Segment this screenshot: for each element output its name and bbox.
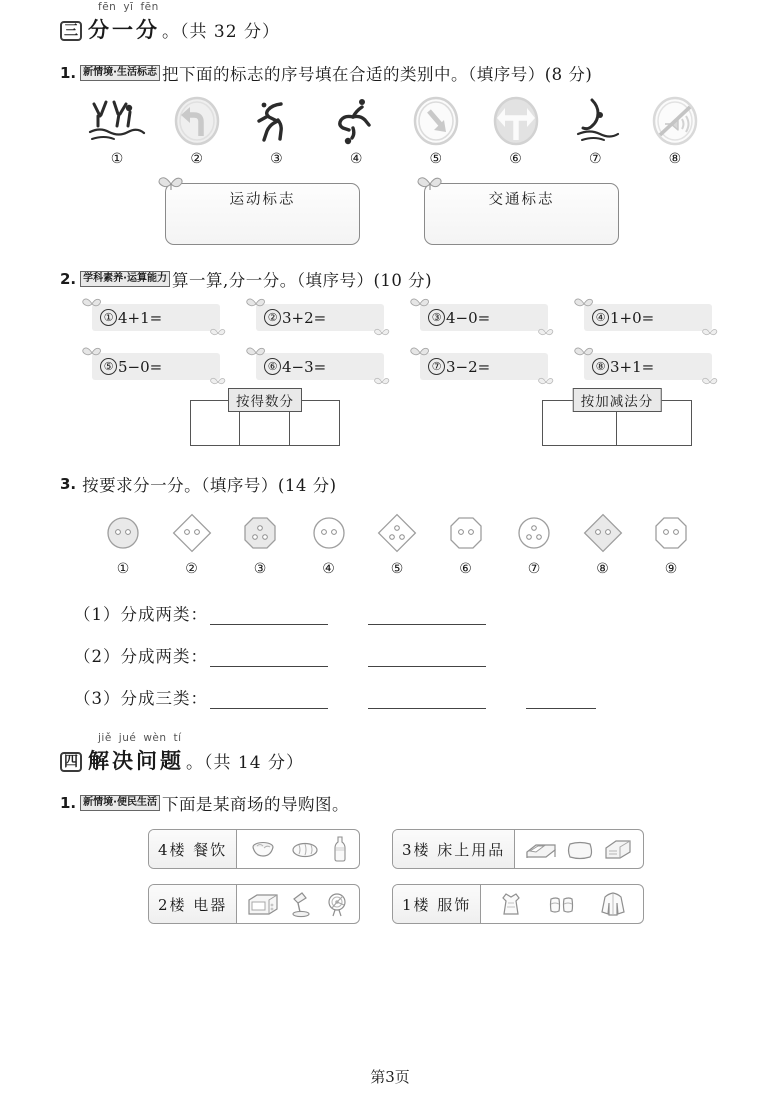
butterfly-icon xyxy=(210,326,226,339)
question-4-prompt xyxy=(60,791,720,815)
calc-item[interactable] xyxy=(420,304,548,331)
sign-item-8[interactable] xyxy=(640,95,710,167)
section-heading-three xyxy=(60,0,720,44)
floor-row-1[interactable] xyxy=(392,884,644,924)
question-number: 3. xyxy=(60,475,77,493)
sign-item-6[interactable] xyxy=(481,95,551,167)
diamond-button-icon xyxy=(161,508,223,558)
button-shape-4[interactable] xyxy=(298,508,360,577)
answer-blank[interactable] xyxy=(368,608,486,625)
button-label-8: ⑧ xyxy=(596,561,609,577)
floor-row-3[interactable] xyxy=(392,829,644,869)
shot-put-sign-icon xyxy=(241,95,311,147)
answer-blank[interactable] xyxy=(368,692,486,709)
button-label-1: ① xyxy=(116,561,130,577)
calc-index: ② xyxy=(264,309,281,326)
blank-line-2 xyxy=(74,643,720,667)
blank-line-3 xyxy=(74,685,720,709)
button-shape-row xyxy=(92,508,702,577)
floor-icons xyxy=(481,885,643,923)
sign-item-3[interactable] xyxy=(241,95,311,167)
sign-label-7: ⑦ xyxy=(588,151,602,167)
section-heading-four xyxy=(60,731,720,775)
calc-index: ④ xyxy=(592,309,609,326)
sign-label-8: ⑧ xyxy=(668,151,682,167)
classify-table-label: 按加减法分 xyxy=(573,388,662,412)
diving-sign-icon xyxy=(560,95,630,147)
sign-label-1: ① xyxy=(110,151,124,167)
button-shape-3[interactable] xyxy=(229,508,291,577)
two-way-traffic-sign-icon xyxy=(481,95,551,147)
dress-icon xyxy=(497,890,525,918)
button-label-9: ⑨ xyxy=(664,561,678,577)
blank-lead: （1）分成两类： xyxy=(74,605,208,624)
pinyin-syllable: fēn xyxy=(140,1,159,13)
question-number: 2. xyxy=(60,270,77,288)
category-box-sports[interactable] xyxy=(165,183,360,245)
floor-row-4[interactable] xyxy=(148,829,360,869)
mall-directory xyxy=(60,829,720,937)
calc-index: ① xyxy=(100,309,117,326)
question-1-prompt xyxy=(60,61,720,85)
shoes-icon xyxy=(547,891,577,917)
calc-item[interactable] xyxy=(256,304,384,331)
button-shape-5[interactable] xyxy=(366,508,428,577)
question-2-prompt xyxy=(60,267,720,291)
blank-lead: （2）分成两类： xyxy=(74,647,208,666)
floor-name: 2楼 电器 xyxy=(149,885,237,923)
butterfly-icon xyxy=(538,375,554,388)
calc-item[interactable] xyxy=(584,304,712,331)
button-label-7: ⑦ xyxy=(527,561,541,577)
section-number-badge: 三 xyxy=(60,21,82,41)
desk-lamp-icon xyxy=(288,890,314,918)
answer-blank[interactable] xyxy=(526,692,596,709)
section-title: 解决问题 xyxy=(88,748,184,773)
arrow-down-right-sign-icon xyxy=(401,95,471,147)
answer-blank[interactable] xyxy=(210,692,328,709)
category-box-row xyxy=(165,183,720,245)
button-shape-8[interactable] xyxy=(572,508,634,577)
butterfly-icon xyxy=(702,375,718,388)
diamond-button-icon xyxy=(572,508,634,558)
sign-label-3: ③ xyxy=(270,151,283,167)
microwave-icon xyxy=(246,891,280,917)
calc-expression: 3+1= xyxy=(610,357,655,376)
floor-icons xyxy=(237,885,359,923)
page-footer: 第3页 xyxy=(370,1068,410,1086)
pinyin-syllable: fēn xyxy=(98,1,117,13)
pinyin-syllable: jué xyxy=(118,732,137,744)
calc-item[interactable] xyxy=(420,353,548,380)
butterfly-icon xyxy=(538,326,554,339)
calc-item[interactable] xyxy=(92,353,220,380)
question-text: 算一算,分一分。（填序号）(10 分) xyxy=(171,271,433,290)
butterfly-icon xyxy=(702,326,718,339)
section-title: 分一分 xyxy=(88,17,160,42)
question-text: 按要求分一分。（填序号）(14 分) xyxy=(82,476,337,495)
floor-name: 1楼 服饰 xyxy=(393,885,481,923)
noodle-bowl-icon xyxy=(248,836,278,862)
circle-button-icon xyxy=(92,508,154,558)
button-shape-2[interactable] xyxy=(161,508,223,577)
bottle-icon xyxy=(332,835,348,863)
calc-expression: 3+2= xyxy=(282,308,327,327)
floor-icons xyxy=(237,830,359,868)
octagon-button-icon xyxy=(229,508,291,558)
butterfly-icon xyxy=(82,295,102,311)
section-points: 。（共 14 分） xyxy=(186,753,304,773)
calc-expression: 5−0= xyxy=(118,357,163,376)
pinyin-syllable: yī xyxy=(123,1,134,13)
calc-expression: 4−3= xyxy=(282,357,327,376)
calc-expression: 3−2= xyxy=(446,357,491,376)
bread-icon xyxy=(290,836,320,862)
octagon-button-icon xyxy=(435,508,497,558)
section-four-pinyin xyxy=(98,731,720,745)
button-shape-9[interactable] xyxy=(640,508,702,577)
pinyin-syllable: wèn xyxy=(143,732,167,744)
button-label-4: ④ xyxy=(322,561,335,577)
question-tag: 新情境·生活标志 xyxy=(80,65,160,82)
sign-label-2: ② xyxy=(190,151,203,167)
sign-item-5[interactable] xyxy=(401,95,471,167)
butterfly-icon xyxy=(574,344,594,360)
button-shape-1[interactable] xyxy=(92,508,154,577)
sign-item-7[interactable] xyxy=(560,95,630,167)
sign-label-5: ⑤ xyxy=(429,151,443,167)
calc-index: ⑤ xyxy=(100,358,117,375)
sign-label-4: ④ xyxy=(349,151,363,167)
sign-label-6: ⑥ xyxy=(509,151,522,167)
blank-line-1 xyxy=(74,601,720,625)
sign-icon-row xyxy=(82,95,710,167)
question-tag: 学科素养·运算能力 xyxy=(80,271,170,288)
floor-name: 4楼 餐饮 xyxy=(149,830,237,868)
floor-icons xyxy=(515,830,643,868)
sign-item-1[interactable] xyxy=(82,95,152,167)
blank-lead: （3）分成三类： xyxy=(74,689,208,708)
butterfly-icon xyxy=(410,344,430,360)
calc-item[interactable] xyxy=(584,353,712,380)
pinyin-syllable: jiě xyxy=(98,732,112,744)
question-text: 下面是某商场的导购图。 xyxy=(161,795,349,814)
butterfly-icon xyxy=(210,375,226,388)
calc-expression: 4−0= xyxy=(446,308,491,327)
calc-index: ③ xyxy=(428,309,445,326)
calc-row-top xyxy=(92,304,712,331)
mattress-icon xyxy=(602,836,634,862)
soccer-sign-icon xyxy=(321,95,391,147)
butterfly-icon xyxy=(82,344,102,360)
category-label: 运动标志 xyxy=(229,192,296,208)
butterfly-icon xyxy=(374,326,390,339)
category-box-traffic[interactable] xyxy=(424,183,619,245)
question-3-prompt xyxy=(60,472,720,496)
button-shape-6[interactable] xyxy=(435,508,497,577)
calc-item[interactable] xyxy=(256,353,384,380)
section-number-badge: 四 xyxy=(60,752,82,772)
pinyin-syllable: tí xyxy=(173,732,182,744)
no-horn-sign-icon xyxy=(640,95,710,147)
diamond-button-icon xyxy=(366,508,428,558)
calc-index: ⑥ xyxy=(264,358,281,375)
classify-table-by-operation[interactable] xyxy=(542,394,692,446)
button-label-3: ③ xyxy=(253,561,267,577)
button-label-5: ⑤ xyxy=(390,561,404,577)
butterfly-icon xyxy=(246,295,266,311)
classify-table-label: 按得数分 xyxy=(228,388,302,412)
octagon-button-icon xyxy=(640,508,702,558)
fan-icon xyxy=(322,890,350,918)
floor-row-2[interactable] xyxy=(148,884,360,924)
question-text: 把下面的标志的序号填在合适的类别中。（填序号）(8 分) xyxy=(161,65,593,84)
sign-item-4[interactable] xyxy=(321,95,391,167)
question-tag: 新情境·便民生活 xyxy=(80,795,160,812)
question-number: 1. xyxy=(60,794,77,812)
calc-index: ⑦ xyxy=(428,358,445,375)
button-label-6: ⑥ xyxy=(459,561,472,577)
button-label-2: ② xyxy=(185,561,198,577)
category-label: 交通标志 xyxy=(488,192,555,208)
butterfly-icon xyxy=(374,375,390,388)
coat-icon xyxy=(599,890,627,918)
calc-row-bottom xyxy=(92,353,712,380)
butterfly-icon xyxy=(246,344,266,360)
calc-item[interactable] xyxy=(92,304,220,331)
bed-icon xyxy=(524,836,558,862)
section-three-pinyin xyxy=(98,0,720,14)
calc-expression: 4+1= xyxy=(118,308,163,327)
pillow-icon xyxy=(565,836,595,862)
floor-name: 3楼 床上用品 xyxy=(393,830,515,868)
sign-item-2[interactable] xyxy=(162,95,232,167)
calc-expression: 1+0= xyxy=(610,308,655,327)
circle-button-icon xyxy=(503,508,565,558)
classify-table-by-result[interactable] xyxy=(190,394,340,446)
classify-table-row xyxy=(190,394,692,446)
answer-blank[interactable] xyxy=(368,650,486,667)
butterfly-icon xyxy=(574,295,594,311)
calc-index: ⑧ xyxy=(592,358,609,375)
answer-blank[interactable] xyxy=(210,608,328,625)
section-points: 。（共 32 分） xyxy=(162,22,280,42)
turn-left-sign-icon xyxy=(162,95,232,147)
butterfly-icon xyxy=(410,295,430,311)
answer-blank[interactable] xyxy=(210,650,328,667)
circle-button-icon xyxy=(298,508,360,558)
button-shape-7[interactable] xyxy=(503,508,565,577)
question-number: 1. xyxy=(60,64,77,82)
swimming-sign-icon xyxy=(82,95,152,147)
